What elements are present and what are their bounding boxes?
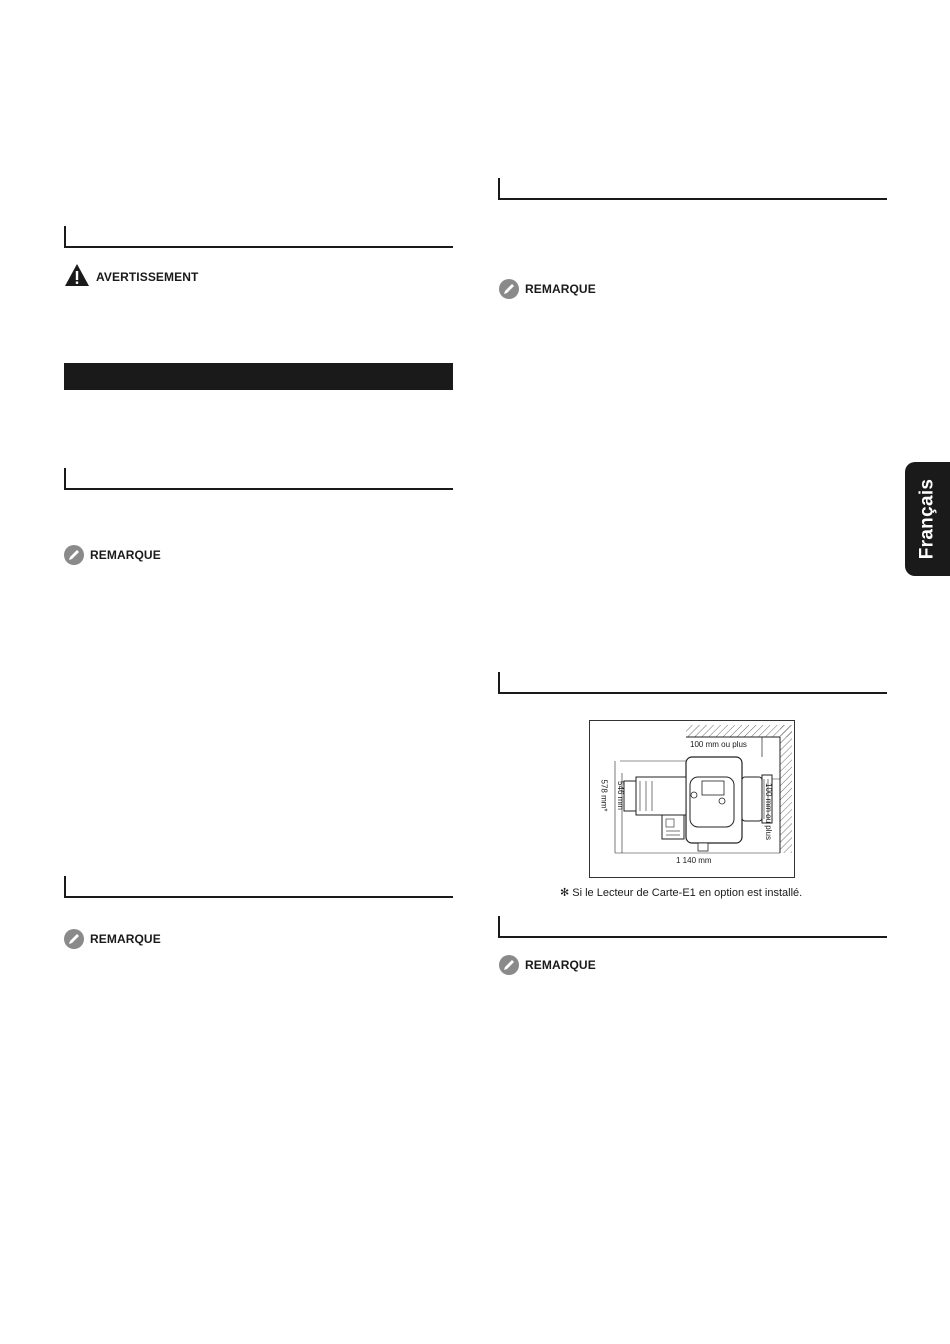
installation-space-figure [589, 720, 795, 878]
section-heading-3 [64, 876, 453, 898]
note-label-row-right-1 [499, 279, 596, 299]
language-side-tab[interactable] [905, 462, 950, 576]
section-heading-5 [498, 672, 887, 694]
note-label-row-right-2 [499, 955, 596, 975]
figure-caption: ✻ Si le Lecteur de Carte-E1 en option est installé. [560, 887, 803, 899]
note-label-row-left-2 [64, 929, 161, 949]
dark-section-bar [64, 363, 453, 390]
note-label-row-left-1 [64, 545, 161, 565]
dimension-top: 100 mm ou plus [690, 740, 747, 749]
warning-label: AVERTISSEMENT [96, 269, 199, 284]
language-tab-label: Français [916, 478, 938, 560]
pencil-note-icon [499, 279, 519, 299]
section-heading-2 [64, 468, 453, 490]
section-heading-1 [64, 226, 453, 248]
dimension-depth-a: 546 mm [615, 781, 625, 810]
dimension-width: 1 140 mm [676, 856, 712, 865]
note-label: REMARQUE [90, 932, 161, 946]
warning-label-row [64, 263, 198, 290]
pencil-note-icon [64, 545, 84, 565]
pencil-note-icon [499, 955, 519, 975]
note-label: REMARQUE [90, 548, 161, 562]
section-heading-4 [498, 178, 887, 200]
warning-triangle-icon [64, 263, 90, 290]
pencil-note-icon [64, 929, 84, 949]
section-heading-6 [498, 916, 887, 938]
note-label: REMARQUE [525, 958, 596, 972]
dimension-right: 100 mm ou plus [763, 783, 773, 840]
note-label: REMARQUE [525, 282, 596, 296]
dimension-depth-b: 578 mm* [599, 779, 609, 812]
